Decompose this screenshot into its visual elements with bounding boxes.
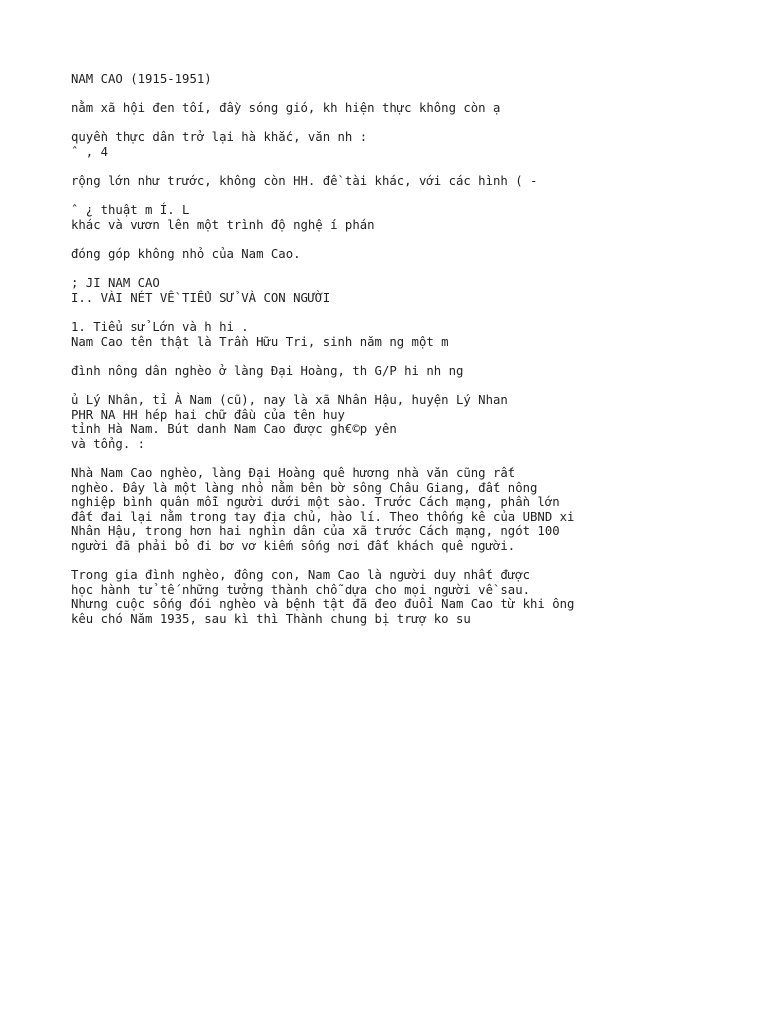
paragraph-line: kêu chó Năm 1935, sau kì thì Thành chung bị trượ ko su [71, 611, 471, 626]
text-line: đình nông dân nghèo ở làng Đại Hoàng, th G/P hi nh ng [71, 363, 464, 378]
paragraph-line: học hành tử tế những tưởng thành chỗ dựa cho mọi người về sau. [71, 582, 531, 597]
text-line: khác và vươn lên một trình độ nghệ í phán [71, 217, 375, 232]
text-line: Nam Cao tên thật là Trần Hữu Tri, sinh năm ng một m [71, 334, 449, 349]
blank-line [71, 306, 751, 321]
subsection-heading: 1. Tiểu sử Lớn và h hi . [71, 320, 249, 335]
text-line: tỉnh Hà Nam. Bút danh Nam Cao được gh€©p yên [71, 422, 397, 437]
blank-line [71, 233, 751, 248]
text-line: ; JI NAM CAO [71, 276, 160, 291]
blank-line [71, 189, 751, 204]
blank-line [71, 554, 751, 569]
text-line: quyền thực dân trở lại hà khắc, văn nh : [71, 130, 368, 145]
paragraph-line: nghiệp bình quân mỗi người dưới một sào. Trước Cách mạng, phần lớn [71, 495, 560, 510]
text-line: ˆ ¿ thuật m Í. L [71, 203, 190, 218]
paragraph-line: Nhà Nam Cao nghèo, làng Đại Hoàng quê hương nhà văn cũng rất [71, 466, 516, 481]
blank-line [71, 349, 751, 364]
paragraph-line: Trong gia đình nghèo, đông con, Nam Cao là người duy nhất được [71, 568, 531, 583]
blank-line [71, 87, 751, 102]
blank-line [71, 116, 751, 131]
text-line: và tổng. : [71, 436, 146, 451]
text-line: ˆ , 4 [71, 144, 109, 159]
text-line: đóng góp không nhỏ của Nam Cao. [71, 247, 301, 262]
text-line: PHR NA HH hép hai chữ đầu của tên huy [71, 407, 345, 422]
text-line: rộng lớn như trước, không còn HH. đề tài khác, với các hình ( - [71, 174, 538, 189]
blank-line [71, 160, 751, 175]
section-heading: I.. VÀI NÉT VỀ TIỂU SỬ VÀ CON NGƯỜI [71, 290, 331, 305]
blank-line [71, 378, 751, 393]
document-title: NAM CAO (1915-1951) [71, 72, 212, 86]
blank-line [71, 262, 751, 277]
paragraph-line: Nhân Hậu, trong hơn hai nghìn dân của xã trước Cách mạng, ngót 100 [71, 524, 560, 539]
text-line: nằm xã hội đen tối, đầy sóng gió, kh hiện thực không còn ạ [71, 101, 501, 116]
document-body [71, 72, 751, 627]
paragraph-line: nghèo. Đây là một làng nhỏ nằm bên bờ sông Châu Giang, đất nông [71, 480, 538, 495]
blank-line [71, 451, 751, 466]
paragraph-line: Nhưng cuộc sống đói nghèo và bệnh tật đã đeo đuổi Nam Cao từ khi ông [71, 597, 575, 612]
text-line: ủ Lý Nhân, tỉ À Nam (cũ), nay là xã Nhân Hậu, huyện Lý Nhan [71, 393, 508, 408]
paragraph-line: người đã phải bỏ đi bơ vơ kiếm sống nơi đất khách quê người. [71, 539, 516, 553]
paragraph-line: đất đai lại nằm trong tay địa chủ, hào lí. Theo thống kê của UBND xi [71, 509, 575, 524]
